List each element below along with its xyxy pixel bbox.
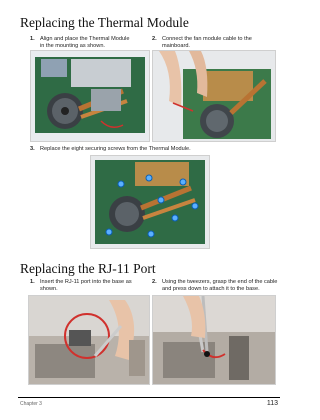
page-number: 113	[266, 400, 278, 407]
footer-chapter-label: Chapter 3	[20, 401, 42, 407]
photo-thermal-screws	[90, 155, 210, 249]
photo-rj11-cable-tweezers	[152, 295, 276, 385]
step-text: Align and place the Thermal Module in the mounting as shown.	[40, 36, 130, 49]
step-number: 3.	[30, 146, 35, 152]
photo-thermal-module-placement	[30, 50, 150, 142]
step-text: Connect the fan module cable to the mainboard.	[162, 36, 252, 49]
step-text: Insert the RJ-11 port into the base as shown.	[40, 279, 132, 292]
step-number: 2.	[152, 279, 157, 285]
step-2-rj11	[152, 279, 282, 293]
step-1-thermal	[30, 36, 140, 50]
section-title-rj11-port: Replacing the RJ-11 Port	[20, 261, 156, 276]
step-number: 2.	[152, 36, 157, 42]
section-title-thermal-module: Replacing the Thermal Module	[20, 15, 189, 30]
step-2-thermal	[152, 36, 282, 50]
step-text: Using the tweezers, grasp the end of the cable and press down to attach it to the base.	[162, 279, 278, 292]
step-1-rj11	[30, 279, 140, 293]
footer-rule	[18, 397, 280, 398]
photo-rj11-insert	[28, 295, 150, 385]
step-number: 1.	[30, 36, 35, 42]
step-number: 1.	[30, 279, 35, 285]
photo-fan-cable-connection	[152, 50, 276, 142]
step-3-thermal	[30, 146, 270, 153]
step-text: Replace the eight securing screws from the Thermal Module.	[40, 146, 191, 152]
